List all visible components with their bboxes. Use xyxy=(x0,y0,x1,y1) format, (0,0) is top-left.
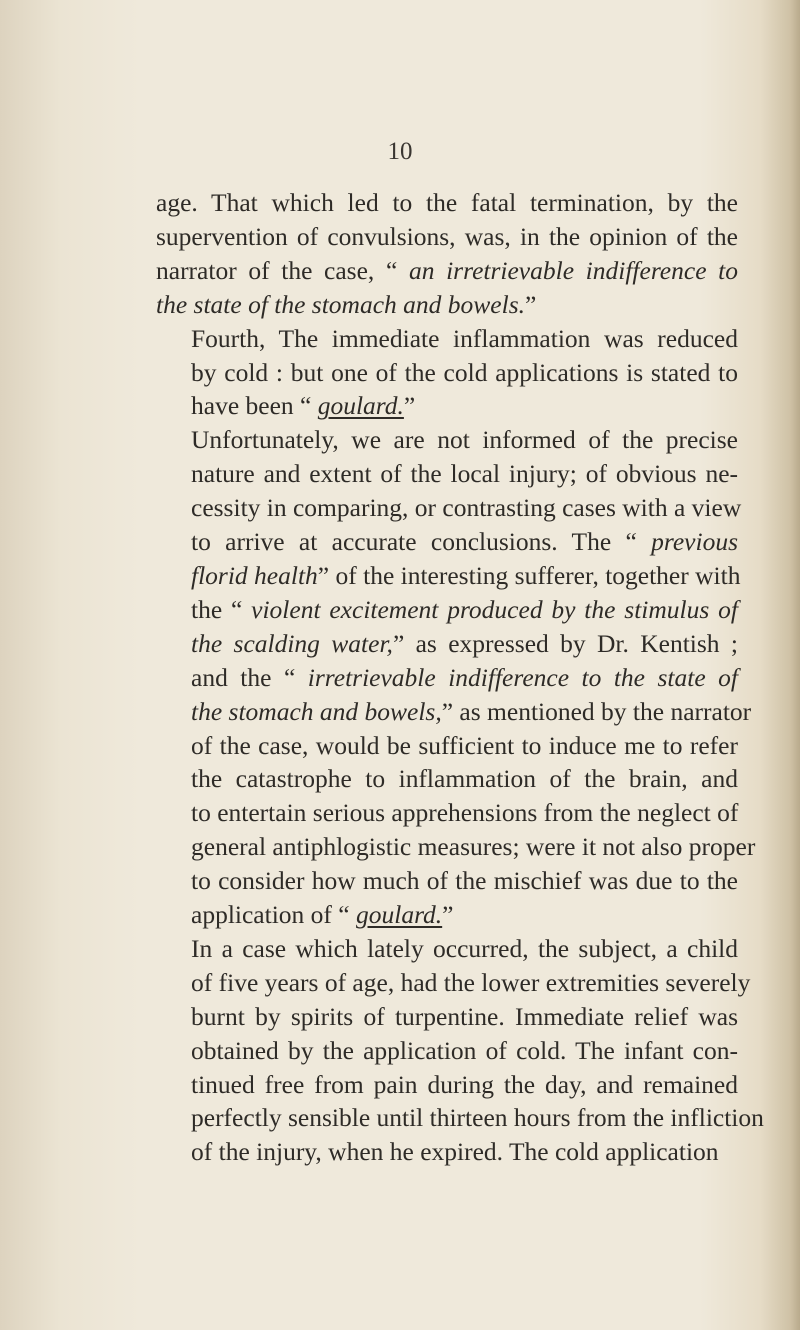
italic-text: florid health xyxy=(191,560,318,590)
text-line: by cold : but one of the cold applications is stated to xyxy=(191,357,738,387)
text-line: the catastrophe to inflammation of the brain, and xyxy=(191,764,738,794)
italic-text: the stomach and bowels, xyxy=(191,696,442,726)
italic-text: goulard. xyxy=(317,391,404,421)
paragraph xyxy=(156,186,738,322)
text-line: perfectly sensible until thirteen hours from the infliction xyxy=(191,1103,764,1133)
text-line: to arrive at accurate conclusions. The “ previous xyxy=(191,527,738,557)
text-line: the state of the stomach and bowels.” xyxy=(156,289,537,319)
text-line: to consider how much of the mischief was due to the xyxy=(191,866,738,896)
text-line: have been “ goulard.” xyxy=(191,391,416,421)
text-line: to entertain serious apprehensions from the neglect of xyxy=(191,798,739,828)
italic-text: the scalding water, xyxy=(191,628,393,658)
text-line: nature and extent of the local injury; of obvious ne- xyxy=(191,459,738,489)
text-line: Fourth, The immediate inflammation was reduced xyxy=(191,323,738,353)
text-line: the “ violent excitement produced by the stimulus of xyxy=(191,594,738,624)
text-line: application of “ goulard.” xyxy=(191,900,454,930)
text-line: of five years of age, had the lower extremities severely xyxy=(191,967,751,997)
italic-text: an irretrievable indifference to xyxy=(408,255,739,285)
text-line: general antiphlogistic measures; were it not also proper xyxy=(191,832,756,862)
text-line: age. That which led to the fatal termination, by the xyxy=(156,188,738,217)
page-number: 10 xyxy=(387,138,413,165)
text-line: the stomach and bowels,” as mentioned by the narrator xyxy=(191,696,752,726)
italic-text: goulard. xyxy=(355,900,443,930)
text-line: burnt by spirits of turpentine. Immediate relief was xyxy=(191,1001,738,1031)
text-line: tinued free from pain during the day, and remained xyxy=(191,1069,738,1099)
paragraph xyxy=(156,932,764,1169)
italic-text: violent excitement produced by the stimulus of xyxy=(251,594,738,624)
body-text xyxy=(156,186,764,1169)
text-line: cessity in comparing, or contrasting cases with a view xyxy=(191,493,742,523)
paragraph xyxy=(156,322,738,424)
text-line: supervention of convulsions, was, in the opinion of the xyxy=(156,221,738,251)
italic-text: the state of the stomach and bowels. xyxy=(156,289,526,319)
text-line: of the injury, when he expired. The cold application xyxy=(191,1137,719,1167)
italic-text: irretrievable indifference to the state of xyxy=(307,662,738,692)
italic-text: previous xyxy=(651,527,738,557)
text-line: In a case which lately occurred, the subject, a child xyxy=(191,933,738,963)
paragraph xyxy=(156,423,756,932)
text-line: florid health” of the interesting sufferer, together with xyxy=(191,560,741,590)
text-line: and the “ irretrievable indifference to the state of xyxy=(191,662,738,692)
text-line: Unfortunately, we are not informed of the precise xyxy=(191,425,738,455)
text-line: narrator of the case, “ an irretrievable indifference to xyxy=(156,255,739,285)
text-line: obtained by the application of cold. The infant con- xyxy=(191,1035,738,1065)
text-line: the scalding water,” as expressed by Dr. Kentish ; xyxy=(191,628,739,658)
text-line: of the case, would be sufficient to induce me to refer xyxy=(191,730,738,760)
